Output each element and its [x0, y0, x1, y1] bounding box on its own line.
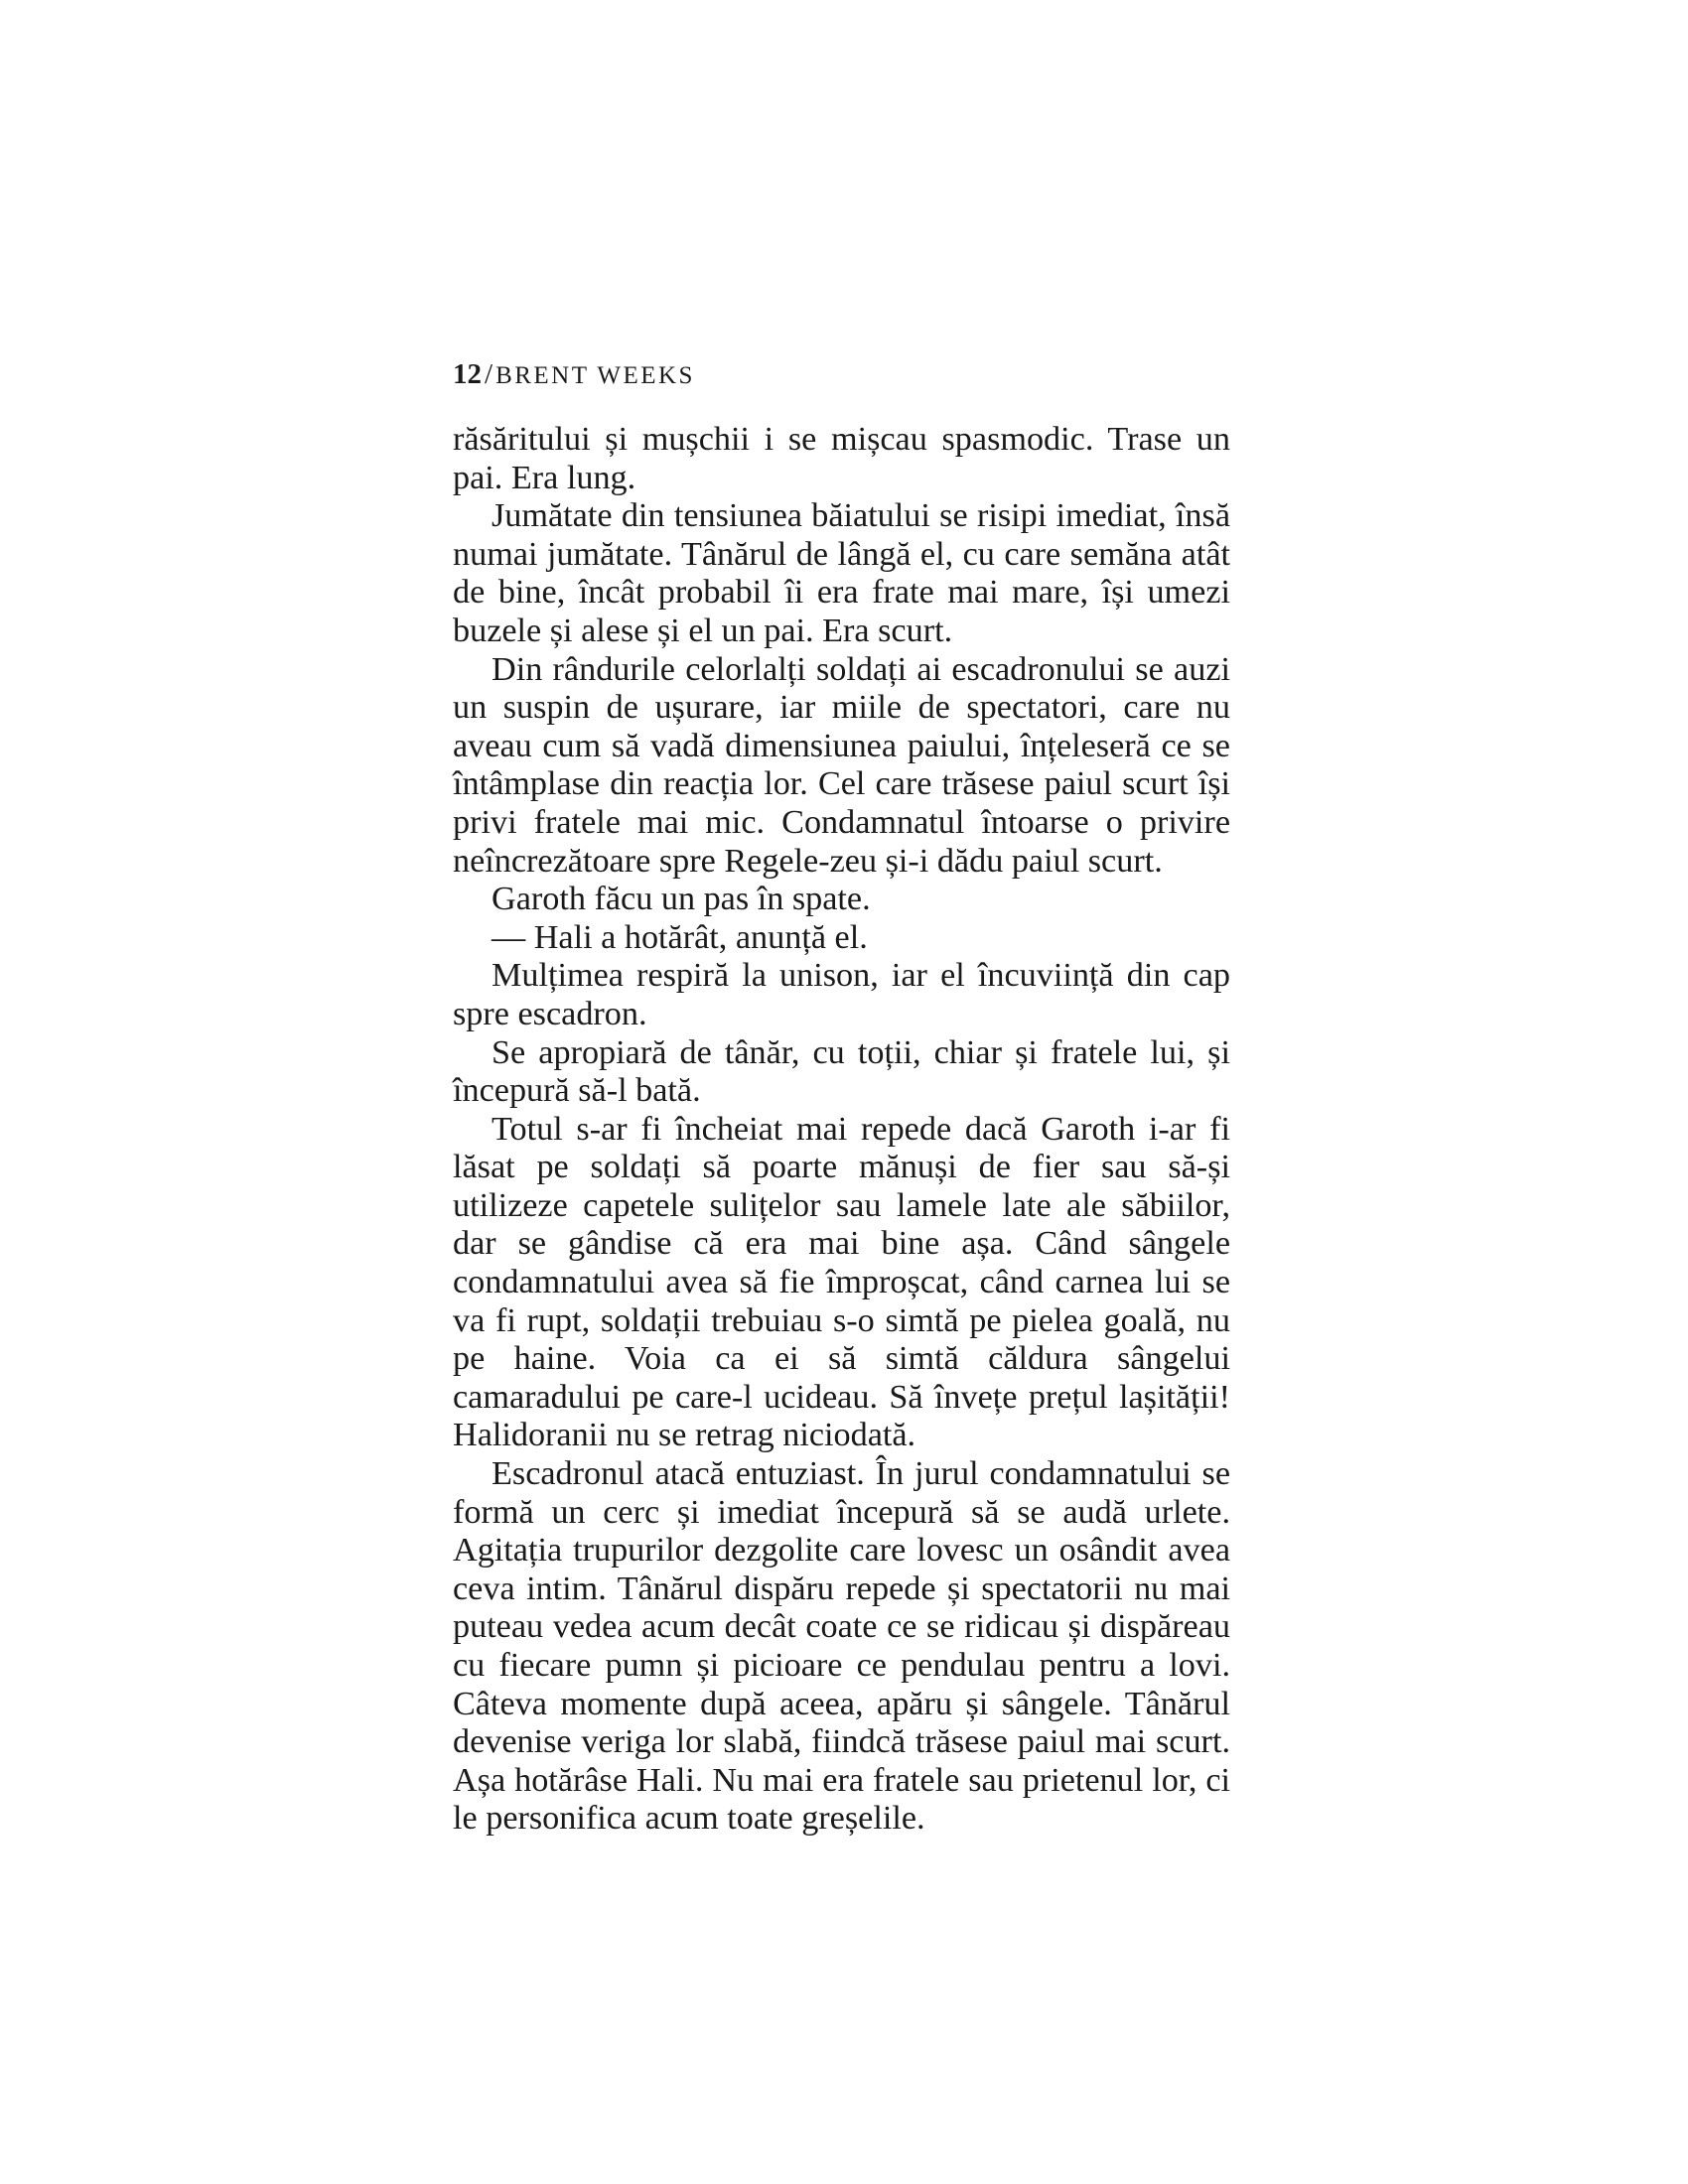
paragraph: Jumătate din tensiunea băiatului se risipi imediat, însă numai jumătate. Tânărul de lângă el, cu care semăna atât de bine, încât probabil îi era frate mai mare, își umezi buzele și alese și el un pai. Era scurt. [453, 497, 1230, 649]
paragraph: Se apropiară de tânăr, cu toții, chiar și fratele lui, și începură să-l bată. [453, 1033, 1230, 1110]
paragraph: Escadronul atacă entuziast. În jurul condamnatului se formă un cerc și imediat începură să se audă urlete. Agitația trupurilor dezgolite care lovesc un osândit avea ceva intim. Tânărul dispăru repede și spectatorii nu mai puteau vedea acum decât coate ce se ridicau și dispăreau cu fiecare pumn și picioare ce pendulau pentru a lovi. Câteva momente după aceea, apăru și sângele. Tânărul devenise veriga lor slabă, fiindcă trăsese paiul mai scurt. Așa hotărâse Hali. Nu mai era fratele sau prietenul lor, ci le personifica acum toate greșelile. [453, 1455, 1230, 1838]
paragraph: Totul s-ar fi încheiat mai repede dacă Garoth i-ar fi lăsat pe soldați să poarte mănuși de fier sau să-și utilizeze capetele sulițelor sau lamele late ale săbiilor, dar se gândise că era mai bine așa. Când sângele condamnatului avea să fie împroșcat, când carnea lui se va fi rupt, soldații trebuiau s-o simtă pe pielea goală, nu pe haine. Voia ca ei să simtă căldura sângelui camaradului pe care-l ucideau. Să învețe prețul lașității! Halidoranii nu se retrag niciodată. [453, 1110, 1230, 1454]
paragraph: Din rândurile celorlalți soldați ai escadronului se auzi un suspin de ușurare, iar miile de spectatori, care nu aveau cum să vadă dimensiunea paiului, înțeleseră ce se întâmplase din reacția lor. Cel care trăsese paiul scurt își privi fratele mai mic. Condamnatul întoarse o privire neîncrezătoare spre Regele-zeu și-i dădu paiul scurt. [453, 650, 1230, 880]
paragraph-continued: răsăritului și mușchii i se mișcau spasmodic. Trase un pai. Era lung. [453, 421, 1230, 496]
header-separator: / [485, 358, 493, 390]
running-header [453, 355, 1227, 395]
author-running-head: BRENT WEEKS [495, 362, 695, 389]
dialogue-line: — Hali a hotărât, anunță el. [492, 918, 868, 956]
paragraph: Mulțimea respiră la unison, iar el încuviință din cap spre escadron. [453, 957, 1230, 1032]
paragraph: Garoth făcu un pas în spate. [492, 881, 871, 918]
page-number: 12 [453, 358, 482, 390]
body-text [453, 421, 1230, 1839]
